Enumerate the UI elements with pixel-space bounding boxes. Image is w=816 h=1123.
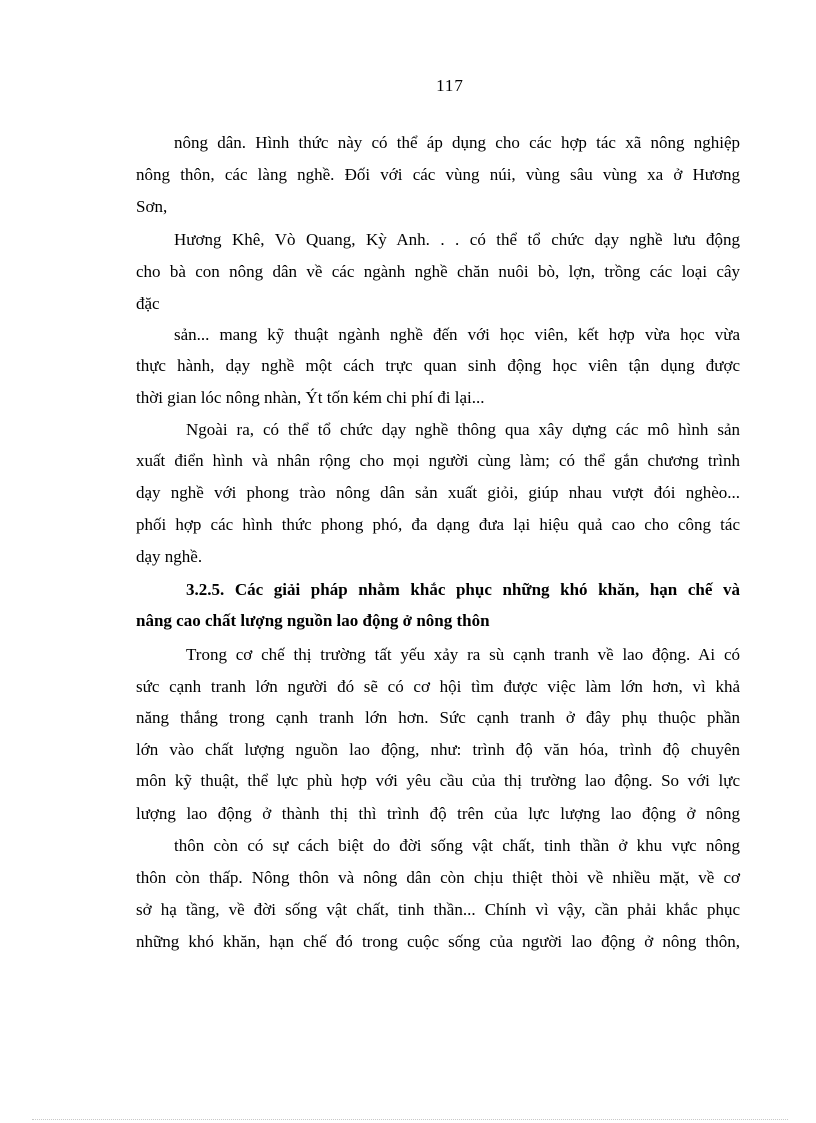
text-line: thôn còn thấp. Nông thôn và nông dân còn chịu thiệt thòi về nhiều mặt, về cơ [136, 868, 740, 887]
text-line: sở hạ tầng, về đời sống vật chất, tinh thần... Chính vì vậy, cần phải khắc phục [136, 900, 740, 919]
text-line: thực hành, dạy nghề một cách trực quan sinh động học viên tận dụng được [136, 356, 740, 375]
text-line: năng thắng trong cạnh tranh lớn hơn. Sức cạnh tranh ở đây phụ thuộc phần [136, 708, 740, 727]
text-line: môn kỹ thuật, thể lực phù hợp với yêu cầu của thị trường lao động. So với lực [136, 771, 740, 790]
text-line: lớn vào chất lượng nguồn lao động, như: trình độ văn hóa, trình độ chuyên [136, 740, 740, 759]
text-line: lượng lao động ở thành thị thì trình độ trên của lực lượng lao động ở nông [136, 804, 740, 823]
text-line: Ngoài ra, có thể tổ chức dạy nghề thông qua xây dựng các mô hình sản [186, 420, 740, 439]
text-line: đặc [136, 294, 160, 313]
text-line: cho bà con nông dân về các ngành nghề chăn nuôi bò, lợn, trồng các loại cây [136, 262, 740, 281]
footer-divider [32, 1119, 788, 1120]
text-line: nông dân. Hình thức này có thể áp dụng cho các hợp tác xã nông nghiệp [174, 133, 740, 152]
text-line: thôn còn có sự cách biệt do đời sống vật chất, tinh thần ở khu vực nông [174, 836, 740, 855]
text-line: dạy nghề. [136, 547, 203, 566]
text-line: sức cạnh tranh lớn người đó sẽ có cơ hội tìm được việc làm lớn hơn, vì khả [136, 677, 740, 696]
text-line: thời gian lóc nông nhàn, Ýt tốn kém chi phí đi lại... [136, 388, 485, 407]
text-line: dạy nghề với phong trào nông dân sản xuất giỏi, giúp nhau vượt đói nghèo... [136, 483, 740, 502]
text-line: phối hợp các hình thức phong phó, đa dạng đưa lại hiệu quả cao cho công tác [136, 515, 740, 534]
text-line: sản... mang kỹ thuật ngành nghề đến với học viên, kết hợp vừa học vừa [174, 325, 740, 344]
text-line: xuất điển hình và nhân rộng cho mọi người cùng làm; có thể gắn chương trình [136, 451, 740, 470]
text-line: những khó khăn, hạn chế đó trong cuộc sống của người lao động ở nông thôn, [136, 932, 740, 951]
section-heading-continued: nâng cao chất lượng nguồn lao động ở nông thôn [136, 611, 490, 630]
text-line: Sơn, [136, 197, 168, 216]
text-line: Trong cơ chế thị trường tất yếu xảy ra sù cạnh tranh về lao động. Ai có [186, 645, 740, 664]
text-line: nông thôn, các làng nghề. Đối với các vùng núi, vùng sâu vùng xa ở Hương [136, 165, 740, 184]
page-number: 117 [436, 76, 464, 95]
text-line: Hương Khê, Vò Quang, Kỳ Anh. . . có thể tổ chức dạy nghề lưu động [174, 230, 740, 249]
section-heading: 3.2.5. Các giải pháp nhằm khắc phục những khó khăn, hạn chế và [186, 580, 740, 599]
